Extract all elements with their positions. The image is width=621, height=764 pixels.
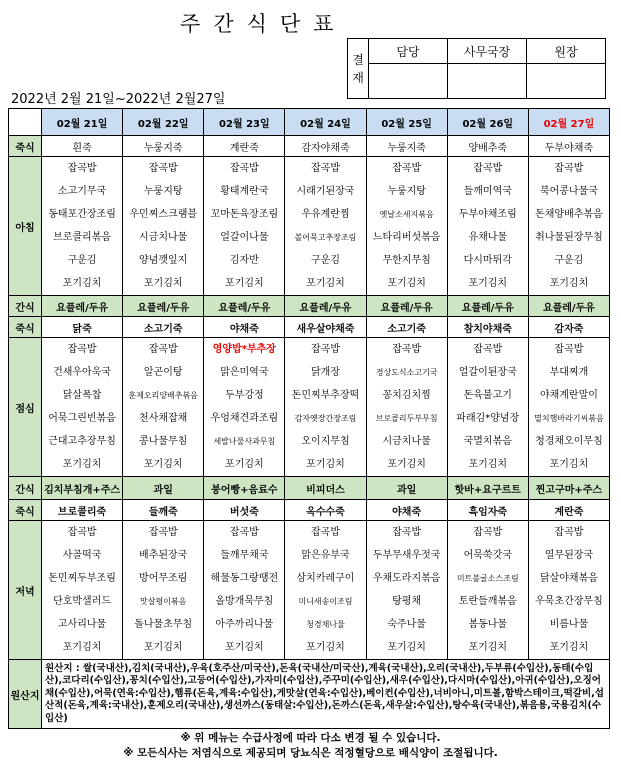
meal-cell: 잡곡밥 맑은유부국 삼치카레구이 미니새송이조림 청경채나물 포기김치: [285, 521, 366, 660]
meal-cell: 잡곡밥 얼갈이된장국 돈육불고기 파래김*양념장 국멸치볶음 포기김치: [447, 338, 528, 477]
porridge-cell: 누룽지죽: [123, 136, 204, 157]
snack-cell: 요플레/두유: [123, 296, 204, 317]
meal-cell: 잡곡밥 시래기된장국 우유계란찜 볼어묵고추장조림 구운김 포기김치: [285, 157, 366, 296]
breakfast-row: [9, 157, 610, 296]
porridge-cell: 옥수수죽: [285, 500, 366, 521]
snack-cell: 요플레/두유: [447, 296, 528, 317]
day-header: 02월 26일: [447, 109, 528, 136]
snack-cell: 김치부침개+주스: [42, 477, 123, 500]
morning-snack-row: [9, 296, 610, 317]
row-label: 아침: [9, 157, 42, 296]
note-2: ※ 모든식사는 저염식으로 제공되며 당뇨식은 적정혈당으로 배식양이 조절됩니다.: [123, 747, 498, 759]
approval-sign-secretary: [448, 64, 527, 99]
meal-cell: 잡곡밥 두부무새우젓국 우채도라지볶음 탕평채 숙주나물 포기김치: [366, 521, 447, 660]
page-title: 주간식단표: [180, 12, 347, 36]
snack-cell: 붕어빵+음료수: [204, 477, 285, 500]
porridge-cell: 버섯죽: [204, 500, 285, 521]
approval-header-director: 원장: [527, 39, 606, 64]
day-header-row: [9, 109, 610, 136]
weekly-menu-table: [8, 108, 610, 729]
origin-row: [9, 660, 610, 729]
porridge-cell: 감자죽: [528, 317, 609, 338]
snack-cell: 요플레/두유: [204, 296, 285, 317]
porridge-cell: 새우살야채죽: [285, 317, 366, 338]
porridge-cell: 두부야채죽: [528, 136, 609, 157]
meal-cell: 잡곡밥 들깨무채국 해물동그랑땡전 올방개묵무침 아주까리나물 포기김치: [204, 521, 285, 660]
snack-cell: 과일: [123, 477, 204, 500]
row-label: 원산지: [9, 660, 42, 729]
meal-cell: 잡곡밥 열무된장국 닭살야채볶음 우묵초간장무침 비름나물 포기김치: [528, 521, 609, 660]
porridge-cell: 야채죽: [366, 500, 447, 521]
approval-header-secretary: 사무국장: [448, 39, 527, 64]
day-header-sunday: 02월 27일: [528, 109, 609, 136]
meal-cell: 잡곡밥 소고기무국 동태포간장조림 브로콜리볶음 구운김 포기김치: [42, 157, 123, 296]
snack-cell: 요플레/두유: [42, 296, 123, 317]
meal-cell: 잡곡밥 누룽지탕 우민찌스크램블 시금치나물 양념깻잎지 포기김치: [123, 157, 204, 296]
meal-cell: 잡곡밥 건새우아욱국 닭살폭찹 어묵그린빈볶음 근대고추장무침 포기김치: [42, 338, 123, 477]
breakfast-porridge-row: [9, 136, 610, 157]
porridge-cell: 야채죽: [204, 317, 285, 338]
porridge-cell: 계란죽: [528, 500, 609, 521]
snack-cell: 요플레/두유: [528, 296, 609, 317]
porridge-cell: 계란죽: [204, 136, 285, 157]
meal-cell: 영양밥*부추장 맑은미역국 두부강정 우엉채견과조림 세발나물사과무침 포기김치: [204, 338, 285, 477]
snack-cell: 과일: [366, 477, 447, 500]
porridge-cell: 들깨죽: [123, 500, 204, 521]
row-label: 간식: [9, 296, 42, 317]
afternoon-snack-row: [9, 477, 610, 500]
meal-cell: 잡곡밥 북어콩나물국 돈채양배추볶음 취나물된장무침 구운김 포기김치: [528, 157, 609, 296]
row-label: 죽식: [9, 500, 42, 521]
note-1: ※ 위 메뉴는 수급사정에 따라 다소 변경 될 수 있습니다.: [180, 732, 441, 744]
porridge-cell: 흑임자죽: [447, 500, 528, 521]
row-label: 죽식: [9, 317, 42, 338]
porridge-cell: 닭죽: [42, 317, 123, 338]
porridge-cell: 흰죽: [42, 136, 123, 157]
day-header: 02월 24일: [285, 109, 366, 136]
porridge-cell: 양배추죽: [447, 136, 528, 157]
day-header: 02월 25일: [366, 109, 447, 136]
meal-cell: 잡곡밥 들깨미역국 두부야채조림 유채나물 다시마튀각 포기김치: [447, 157, 528, 296]
snack-cell: 핫바+요구르트: [447, 477, 528, 500]
snack-cell: 찐고구마+주스: [528, 477, 609, 500]
special-menu: 영양밥*부추장: [212, 344, 276, 355]
approval-header-staff: 담당: [369, 39, 448, 64]
row-label: 죽식: [9, 136, 42, 157]
meal-cell: 잡곡밥 경상도식소고기국 꽁치김치찜 브로콜리두부무침 시금치나물 포기김치: [366, 338, 447, 477]
porridge-cell: 소고기죽: [123, 317, 204, 338]
approval-box: [347, 38, 606, 99]
approval-sign-staff: [369, 64, 448, 99]
row-label: 저녁: [9, 521, 42, 660]
porridge-cell: 누룽지죽: [366, 136, 447, 157]
day-header: 02월 21일: [42, 109, 123, 136]
meal-cell: 잡곡밥 어묵쑥갓국 미트볼굴소스조림 토란들깨볶음 봄동나물 포기김치: [447, 521, 528, 660]
origin-text: 원산지 : 쌀(국내산),김치(국내산),우육(호주산/미국산),돈육(국내산/미국산),계육(국내산),오리(국내산),두부류(수입산),동태(수입산),코다리(수입산),꽁치(수입산),고등어(수입산),가자미(수입산),주꾸미(수입산),새우(수입산),다시마(수입산),아귀(수입산),오징어채(수입산),어묵(연육:수입산),햄류(돈육,계육:수입산),게맛살(연육:수입산),베이컨(수입산),너비아니,미트볼,함박스테이크,떡갈비,섭산적(돈육,계육:국내산),훈제오리(국내산),생선까스(동태살:수입산),돈까스(돈육,새우살:수입산),탕수육(국내산),볶음용,국용김치(수입산): [42, 660, 610, 729]
snack-cell: 요플레/두유: [285, 296, 366, 317]
approval-label: 결재: [348, 39, 369, 99]
meal-cell: 잡곡밥 알곤이탕 훈제오리양배추볶음 천사채잡채 콩나물무침 포기김치: [123, 338, 204, 477]
snack-cell: 요플레/두유: [366, 296, 447, 317]
lunch-row: [9, 338, 610, 477]
day-header: 02월 22일: [123, 109, 204, 136]
day-header: 02월 23일: [204, 109, 285, 136]
meal-cell: 잡곡밥 부대찌개 야채계란말이 멸치햄바라기씨볶음 청경채오이무침 포기김치: [528, 338, 609, 477]
date-range: 2022년 2월 21일~2022년 2월27일: [11, 92, 226, 107]
snack-cell: 비피더스: [285, 477, 366, 500]
dinner-porridge-row: [9, 500, 610, 521]
corner-cell: [9, 109, 42, 136]
row-label: 간식: [9, 477, 42, 500]
porridge-cell: 소고기죽: [366, 317, 447, 338]
meal-cell: 잡곡밥 누룽지탕 옛날소세지볶음 느타리버섯볶음 무한지무침 포기김치: [366, 157, 447, 296]
dinner-row: [9, 521, 610, 660]
meal-cell: 잡곡밥 배추된장국 방어무조림 맛살평이볶음 돌나물초무침 포기김치: [123, 521, 204, 660]
porridge-cell: 브로콜리죽: [42, 500, 123, 521]
lunch-porridge-row: [9, 317, 610, 338]
porridge-cell: 감자야채죽: [285, 136, 366, 157]
approval-sign-director: [527, 64, 606, 99]
row-label: 점심: [9, 338, 42, 477]
meal-cell: 잡곡밥 닭개장 돈민찌부추장떡 감자옛장간장조림 오이지무침 포기김치: [285, 338, 366, 477]
meal-cell: 잡곡밥 사골떡국 돈민찌두부조림 단호박샐러드 고사리나물 포기김치: [42, 521, 123, 660]
meal-cell: 잡곡밥 황태계란국 꼬마돈육장조림 얼갈이나물 김자반 포기김치: [204, 157, 285, 296]
porridge-cell: 참치야채죽: [447, 317, 528, 338]
